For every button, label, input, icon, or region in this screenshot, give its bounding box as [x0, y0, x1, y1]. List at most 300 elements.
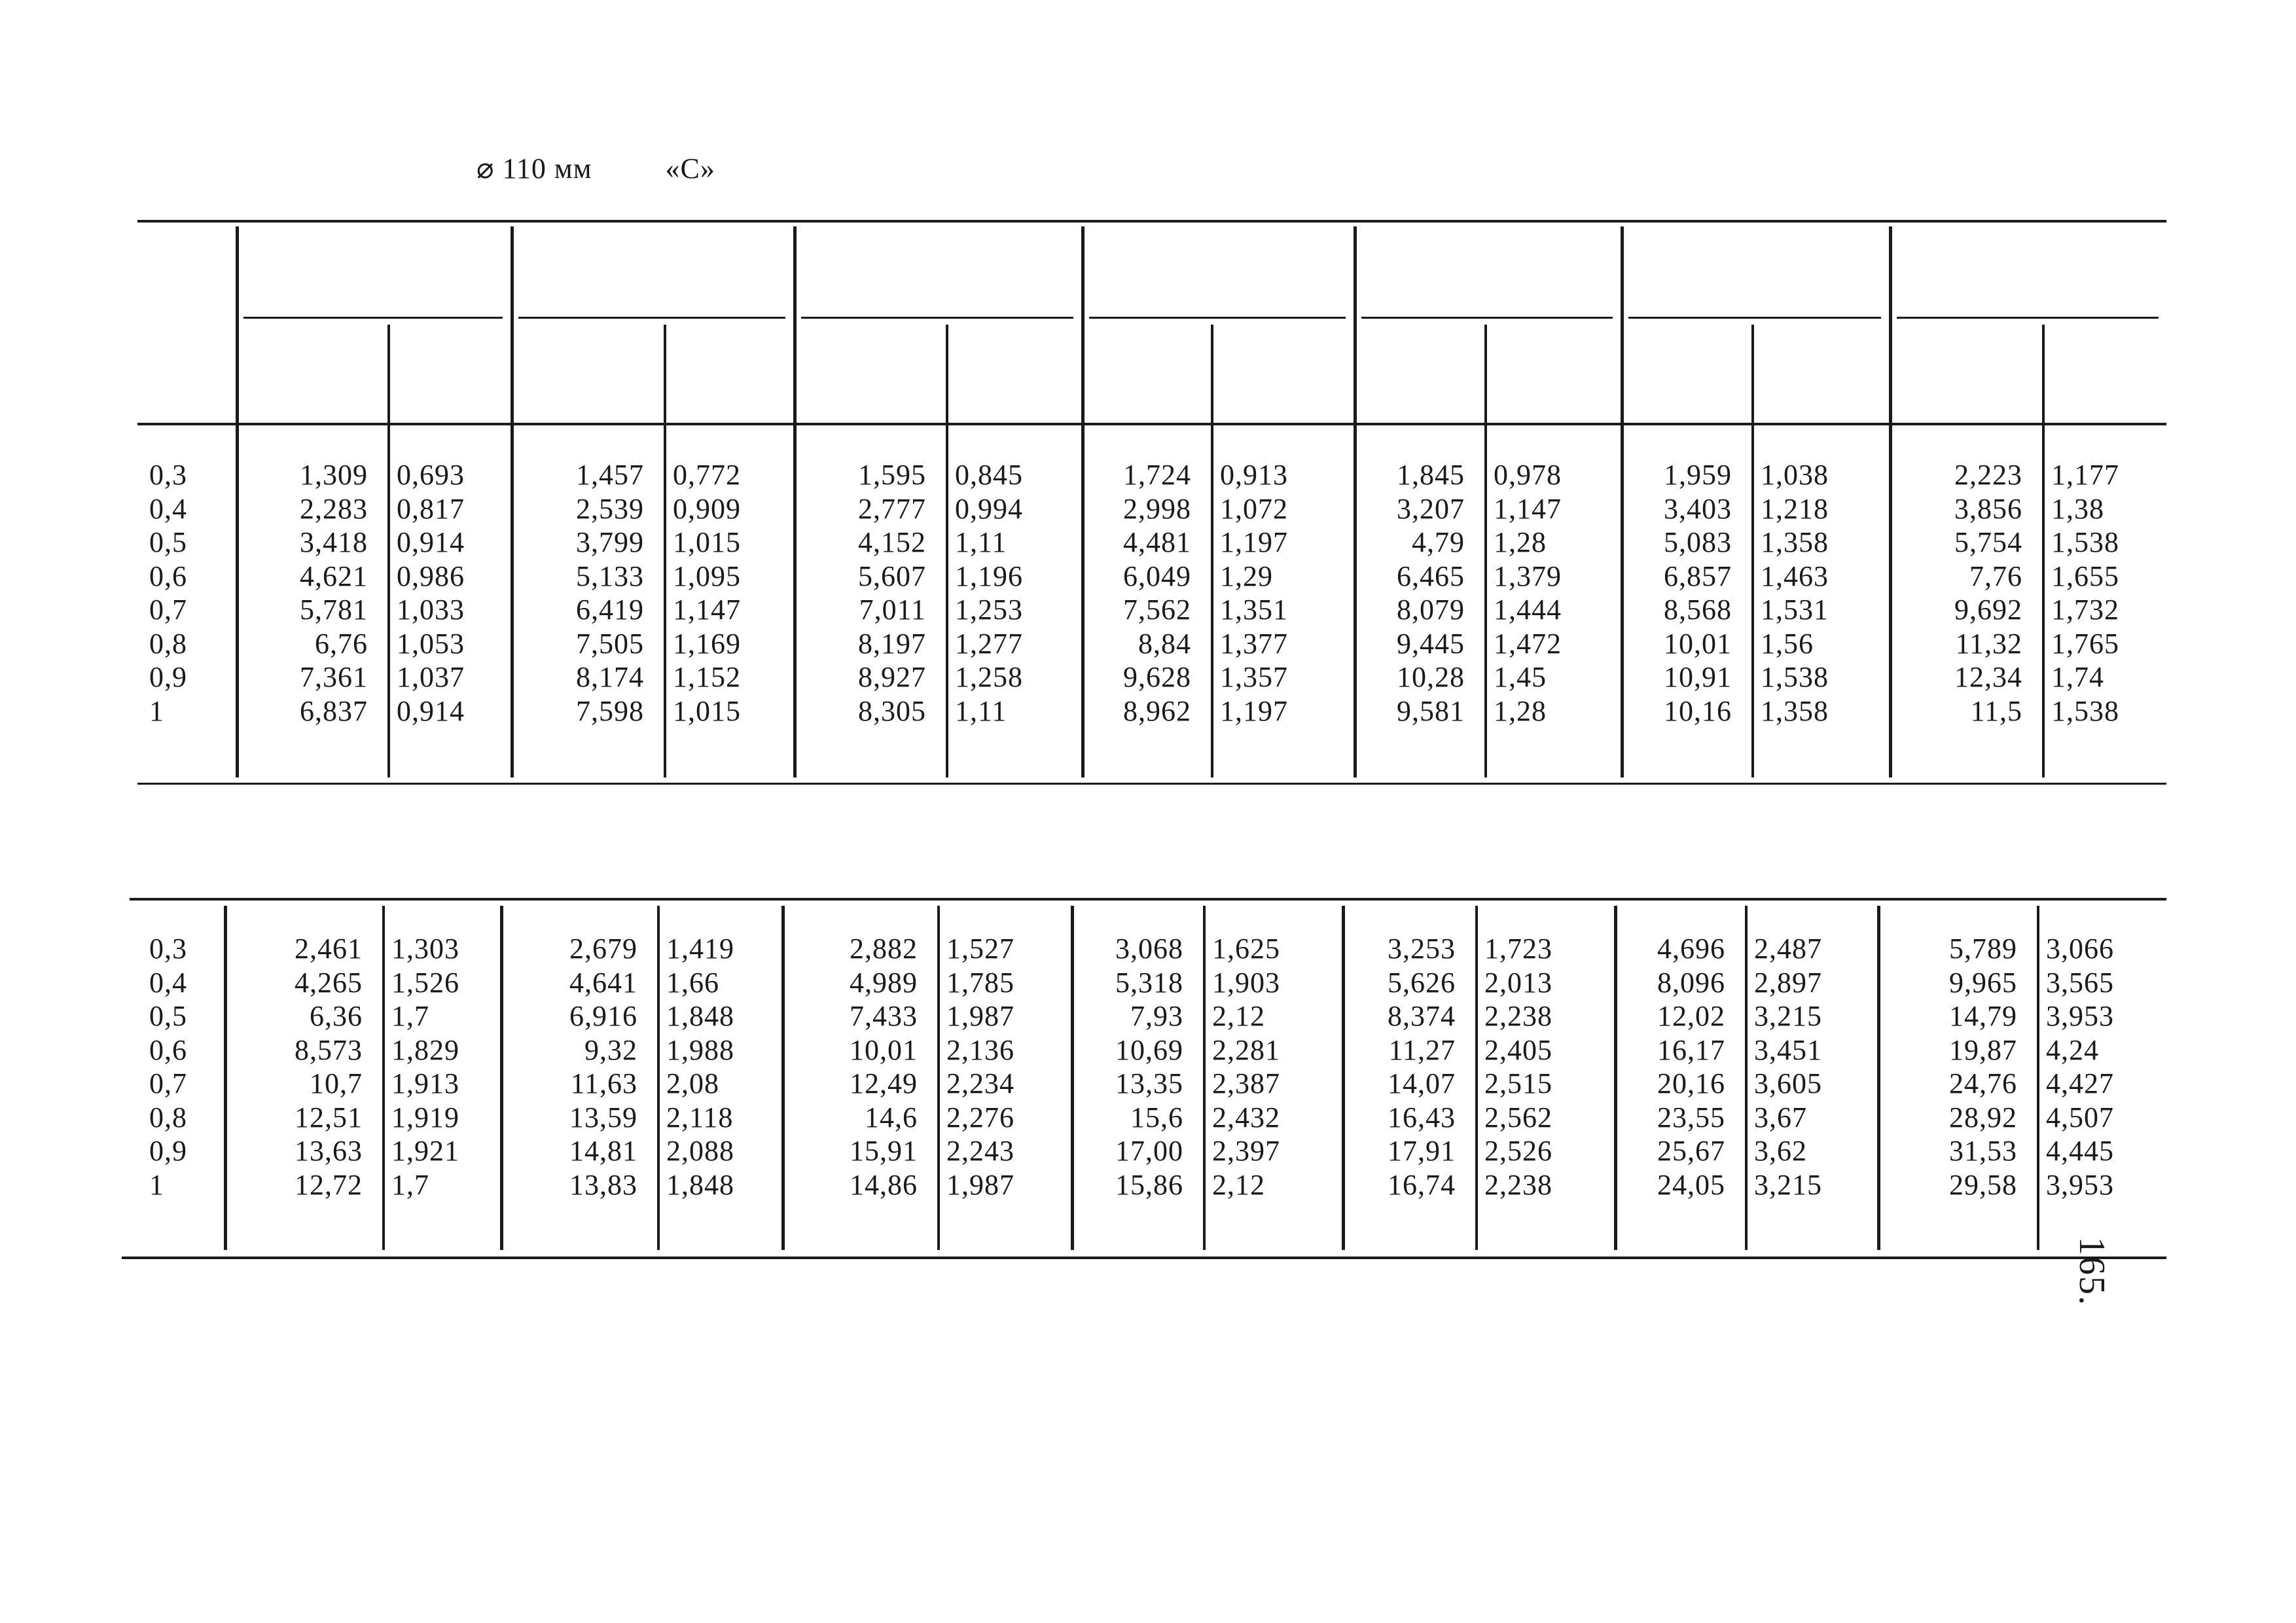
- hd-cell: 1: [149, 694, 164, 727]
- q-cell: 9,965: [1949, 966, 2017, 999]
- q-cell: 10,28: [1397, 661, 1465, 693]
- q-cell: 8,568: [1664, 594, 1732, 626]
- v-cell: 3,953: [2046, 1000, 2114, 1032]
- v-cell: 0,817: [397, 492, 465, 525]
- hd-cell: 0,9: [149, 1135, 187, 1167]
- q-cell: 3,799: [576, 526, 644, 558]
- v-cell: 1,921: [391, 1135, 459, 1167]
- q-cell: 4,79: [1412, 526, 1465, 558]
- q-cell: 2,223: [1954, 459, 2022, 491]
- slope-underline: [518, 317, 785, 319]
- hd-cell: 0,6: [149, 560, 187, 592]
- q-cell: 3,856: [1954, 492, 2022, 525]
- q-cell: 15,6: [1130, 1101, 1183, 1133]
- q-cell: 10,91: [1664, 661, 1732, 693]
- hd-cell: 0,7: [149, 1067, 187, 1099]
- v-cell: 1,829: [391, 1033, 459, 1066]
- q-cell: 24,05: [1657, 1168, 1725, 1201]
- q-cell: 6,76: [315, 627, 368, 660]
- qv-divider: [382, 906, 385, 1250]
- v-cell: 1,74: [2051, 661, 2104, 693]
- q-cell: 7,011: [859, 594, 926, 626]
- v-cell: 1,177: [2051, 459, 2119, 491]
- v-cell: 1,197: [1220, 694, 1288, 727]
- q-cell: 15,86: [1115, 1168, 1183, 1201]
- q-cell: 10,7: [310, 1067, 363, 1099]
- v-cell: 0,913: [1220, 459, 1288, 491]
- q-values-column: [1877, 932, 2017, 1202]
- v-cell: 1,379: [1494, 560, 1562, 592]
- v-cell: 1,527: [946, 933, 1014, 965]
- v-cell: 1,913: [391, 1067, 459, 1099]
- q-cell: 6,049: [1123, 560, 1191, 592]
- q-cell: 15,91: [850, 1135, 918, 1167]
- v-cell: 1,358: [1761, 694, 1829, 727]
- v-cell: 0,909: [673, 492, 741, 525]
- q-cell: 8,962: [1123, 694, 1191, 727]
- q-cell: 16,74: [1388, 1168, 1456, 1201]
- q-cell: 8,174: [576, 661, 644, 693]
- v-cell: 1,11: [955, 526, 1007, 558]
- v-cell: 2,08: [666, 1067, 719, 1099]
- q-values-column: [1071, 932, 1183, 1202]
- q-cell: 6,465: [1397, 560, 1465, 592]
- qv-divider: [1751, 325, 1754, 777]
- q-cell: 9,581: [1397, 694, 1465, 727]
- q-values-column: [511, 458, 644, 728]
- q-cell: 8,84: [1138, 627, 1191, 660]
- hd-cell: 1: [149, 1168, 164, 1201]
- qv-divider: [1484, 325, 1487, 777]
- v-cell: 1,472: [1494, 627, 1562, 660]
- q-cell: 6,419: [576, 594, 644, 626]
- v-cell: 1,848: [666, 1168, 734, 1201]
- v-cell: 1,015: [673, 526, 741, 558]
- v-cell: 1,765: [2051, 627, 2119, 660]
- q-cell: 1,595: [858, 459, 926, 491]
- v-cell: 2,276: [946, 1101, 1014, 1133]
- v-cell: 1,351: [1220, 594, 1288, 626]
- q-cell: 8,573: [295, 1033, 363, 1066]
- pipe-series: «С»: [665, 152, 715, 185]
- v-cell: 1,357: [1220, 661, 1288, 693]
- v-cell: 0,693: [397, 459, 465, 491]
- v-values-column: [2051, 458, 2119, 728]
- v-cell: 1,11: [955, 694, 1007, 727]
- q-cell: 2,539: [576, 492, 644, 525]
- v-cell: 1,531: [1761, 594, 1829, 626]
- v-cell: 1,7: [391, 1000, 429, 1032]
- v-cell: 4,445: [2046, 1135, 2114, 1167]
- q-cell: 2,777: [858, 492, 926, 525]
- q-values-column: [1614, 932, 1725, 1202]
- q-cell: 13,63: [295, 1135, 363, 1167]
- v-cell: 1,218: [1761, 492, 1829, 525]
- v-values-column: [1494, 458, 1562, 728]
- q-cell: 2,998: [1123, 492, 1191, 525]
- v-cell: 1,28: [1494, 526, 1547, 558]
- qv-divider: [657, 906, 660, 1250]
- q-cell: 7,598: [576, 694, 644, 727]
- q-cell: 5,781: [300, 594, 368, 626]
- q-cell: 8,305: [858, 694, 926, 727]
- v-cell: 2,238: [1484, 1000, 1552, 1032]
- q-cell: 5,318: [1115, 966, 1183, 999]
- v-cell: 1,28: [1494, 694, 1547, 727]
- q-cell: 3,068: [1115, 933, 1183, 965]
- rule-header-bottom: [137, 423, 2166, 425]
- q-cell: 9,32: [584, 1033, 637, 1066]
- qv-divider: [2042, 325, 2045, 777]
- v-cell: 1,38: [2051, 492, 2104, 525]
- v-values-column: [1761, 458, 1829, 728]
- v-cell: 3,066: [2046, 933, 2114, 965]
- q-cell: 7,76: [1969, 560, 2022, 592]
- q-cell: 3,253: [1388, 933, 1456, 965]
- v-values-column: [1754, 932, 1822, 1202]
- v-cell: 2,281: [1212, 1033, 1280, 1066]
- v-cell: 2,487: [1754, 933, 1822, 965]
- q-cell: 13,59: [569, 1101, 637, 1133]
- q-cell: 8,079: [1397, 594, 1465, 626]
- v-cell: 1,419: [666, 933, 734, 965]
- hd-cell: 0,5: [149, 1000, 187, 1032]
- hd-cell: 0,5: [149, 526, 187, 558]
- q-cell: 12,49: [850, 1067, 918, 1099]
- slope-underline: [1089, 317, 1346, 319]
- q-cell: 12,34: [1954, 661, 2022, 693]
- q-cell: 7,562: [1123, 594, 1191, 626]
- v-values-column: [666, 932, 734, 1202]
- v-cell: 2,088: [666, 1135, 734, 1167]
- q-cell: 8,927: [858, 661, 926, 693]
- v-cell: 1,29: [1220, 560, 1273, 592]
- v-cell: 1,463: [1761, 560, 1829, 592]
- q-cell: 7,361: [300, 661, 368, 693]
- q-cell: 5,626: [1388, 966, 1456, 999]
- v-cell: 1,196: [955, 560, 1023, 592]
- pipe-diameter: ⌀ 110 мм: [476, 152, 592, 185]
- q-cell: 12,51: [295, 1101, 363, 1133]
- v-values-column: [946, 932, 1014, 1202]
- q-cell: 6,837: [300, 694, 368, 727]
- v-cell: 3,215: [1754, 1168, 1822, 1201]
- v-cell: 0,994: [955, 492, 1023, 525]
- v-values-column: [955, 458, 1023, 728]
- q-cell: 7,505: [576, 627, 644, 660]
- v-cell: 1,253: [955, 594, 1023, 626]
- v-cell: 1,7: [391, 1168, 429, 1201]
- slope-underline: [1897, 317, 2159, 319]
- q-values-column: [236, 458, 368, 728]
- v-cell: 2,234: [946, 1067, 1014, 1099]
- v-cell: 1,038: [1761, 459, 1829, 491]
- qv-divider: [1745, 906, 1748, 1250]
- page-number: 165.: [2072, 1237, 2112, 1306]
- qv-divider: [2037, 906, 2039, 1250]
- v-cell: 4,24: [2046, 1033, 2099, 1066]
- q-cell: 20,16: [1657, 1067, 1725, 1099]
- q-cell: 17,00: [1115, 1135, 1183, 1167]
- v-cell: 1,66: [666, 966, 719, 999]
- q-cell: 9,628: [1123, 661, 1191, 693]
- v-cell: 1,152: [673, 661, 741, 693]
- q-values-column: [781, 932, 918, 1202]
- v-cell: 2,526: [1484, 1135, 1552, 1167]
- v-cell: 2,387: [1212, 1067, 1280, 1099]
- v-cell: 1,258: [955, 661, 1023, 693]
- v-cell: 1,987: [946, 1168, 1014, 1201]
- q-cell: 14,86: [850, 1168, 918, 1201]
- q-values-column: [1621, 458, 1732, 728]
- q-cell: 5,083: [1664, 526, 1732, 558]
- v-cell: 2,136: [946, 1033, 1014, 1066]
- hd-cell: 0,4: [149, 492, 187, 525]
- hd-cell: 0,8: [149, 1101, 187, 1133]
- q-cell: 10,01: [1664, 627, 1732, 660]
- v-cell: 2,515: [1484, 1067, 1552, 1099]
- v-cell: 3,62: [1754, 1135, 1807, 1167]
- slope-underline: [243, 317, 503, 319]
- hd-cell: 0,8: [149, 627, 187, 660]
- v-cell: 1,732: [2051, 594, 2119, 626]
- slope-underline: [801, 317, 1073, 319]
- v-cell: 3,67: [1754, 1101, 1807, 1133]
- q-cell: 16,17: [1657, 1033, 1725, 1066]
- qv-divider: [1203, 906, 1206, 1250]
- q-cell: 31,53: [1949, 1135, 2017, 1167]
- v-values-column: [397, 458, 465, 728]
- v-cell: 2,243: [946, 1135, 1014, 1167]
- v-values-column: [673, 458, 741, 728]
- q-cell: 8,096: [1657, 966, 1725, 999]
- q-cell: 10,16: [1664, 694, 1732, 727]
- v-cell: 1,095: [673, 560, 741, 592]
- q-values-column: [1342, 932, 1456, 1202]
- v-values-column: [391, 932, 459, 1202]
- q-cell: 2,679: [569, 933, 637, 965]
- q-cell: 12,02: [1657, 1000, 1725, 1032]
- v-cell: 1,987: [946, 1000, 1014, 1032]
- q-cell: 3,418: [300, 526, 368, 558]
- v-cell: 1,723: [1484, 933, 1552, 965]
- rule-bottom: [122, 1257, 2166, 1259]
- v-cell: 1,147: [1494, 492, 1562, 525]
- q-cell: 4,641: [569, 966, 637, 999]
- v-cell: 2,013: [1484, 966, 1552, 999]
- v-cell: 1,037: [397, 661, 465, 693]
- q-cell: 14,79: [1949, 1000, 2017, 1032]
- q-cell: 4,481: [1123, 526, 1191, 558]
- q-cell: 2,283: [300, 492, 368, 525]
- q-cell: 19,87: [1949, 1033, 2017, 1066]
- q-cell: 17,91: [1388, 1135, 1456, 1167]
- q-cell: 29,58: [1949, 1168, 2017, 1201]
- q-cell: 2,461: [295, 933, 363, 965]
- qv-divider: [946, 325, 948, 777]
- q-cell: 1,457: [576, 459, 644, 491]
- qv-divider: [937, 906, 940, 1250]
- v-cell: 1,147: [673, 594, 741, 626]
- v-cell: 0,914: [397, 694, 465, 727]
- v-cell: 0,978: [1494, 459, 1562, 491]
- v-cell: 1,988: [666, 1033, 734, 1066]
- v-cell: 3,451: [1754, 1033, 1822, 1066]
- v-cell: 1,45: [1494, 661, 1547, 693]
- v-cell: 4,507: [2046, 1101, 2114, 1133]
- v-cell: 2,432: [1212, 1101, 1280, 1133]
- q-cell: 3,403: [1664, 492, 1732, 525]
- v-cell: 3,565: [2046, 966, 2114, 999]
- v-cell: 1,072: [1220, 492, 1288, 525]
- hd-cell: 0,4: [149, 966, 187, 999]
- q-cell: 4,265: [295, 966, 363, 999]
- q-cell: 2,882: [850, 933, 918, 965]
- v-cell: 2,12: [1212, 1168, 1265, 1201]
- rule-top: [137, 220, 2166, 223]
- q-cell: 1,309: [300, 459, 368, 491]
- q-cell: 4,621: [300, 560, 368, 592]
- q-cell: 8,197: [858, 627, 926, 660]
- q-values-column: [224, 932, 363, 1202]
- q-values-column: [793, 458, 926, 728]
- qv-divider: [387, 325, 390, 777]
- hd-cell: 0,6: [149, 1033, 187, 1066]
- q-cell: 14,07: [1388, 1067, 1456, 1099]
- v-cell: 1,197: [1220, 526, 1288, 558]
- q-cell: 9,692: [1954, 594, 2022, 626]
- q-cell: 24,76: [1949, 1067, 2017, 1099]
- v-cell: 1,277: [955, 627, 1023, 660]
- q-cell: 5,789: [1949, 933, 2017, 965]
- hd-values-column: [149, 458, 187, 728]
- v-cell: 1,358: [1761, 526, 1829, 558]
- rule-header-bottom: [130, 898, 2166, 901]
- v-cell: 1,053: [397, 627, 465, 660]
- v-cell: 3,953: [2046, 1168, 2114, 1201]
- q-cell: 5,133: [576, 560, 644, 592]
- q-cell: 6,857: [1664, 560, 1732, 592]
- v-cell: 1,526: [391, 966, 459, 999]
- q-cell: 14,81: [569, 1135, 637, 1167]
- q-cell: 4,696: [1657, 933, 1725, 965]
- q-cell: 1,845: [1397, 459, 1465, 491]
- q-cell: 7,93: [1130, 1000, 1183, 1032]
- q-cell: 9,445: [1397, 627, 1465, 660]
- qv-divider: [664, 325, 666, 777]
- q-cell: 16,43: [1388, 1101, 1456, 1133]
- v-cell: 1,033: [397, 594, 465, 626]
- v-cell: 0,845: [955, 459, 1023, 491]
- v-cell: 2,238: [1484, 1168, 1552, 1201]
- q-cell: 12,72: [295, 1168, 363, 1201]
- slope-underline: [1628, 317, 1881, 319]
- v-cell: 2,562: [1484, 1101, 1552, 1133]
- q-cell: 14,6: [865, 1101, 918, 1133]
- q-cell: 4,152: [858, 526, 926, 558]
- v-values-column: [2046, 932, 2114, 1202]
- q-cell: 1,959: [1664, 459, 1732, 491]
- v-cell: 0,772: [673, 459, 741, 491]
- v-cell: 1,538: [2051, 694, 2119, 727]
- q-cell: 11,32: [1955, 627, 2022, 660]
- q-values-column: [500, 932, 637, 1202]
- v-cell: 2,405: [1484, 1033, 1552, 1066]
- v-cell: 2,118: [666, 1101, 734, 1133]
- v-cell: 0,914: [397, 526, 465, 558]
- q-cell: 28,92: [1949, 1101, 2017, 1133]
- v-cell: 1,919: [391, 1101, 459, 1133]
- q-cell: 1,724: [1123, 459, 1191, 491]
- qv-divider: [1475, 906, 1478, 1250]
- q-cell: 5,607: [858, 560, 926, 592]
- q-cell: 25,67: [1657, 1135, 1725, 1167]
- hd-cell: 0,3: [149, 933, 187, 965]
- q-values-column: [1081, 458, 1191, 728]
- qv-divider: [1211, 325, 1213, 777]
- v-cell: 1,625: [1212, 933, 1280, 965]
- v-cell: 1,538: [1761, 661, 1829, 693]
- q-cell: 10,01: [850, 1033, 918, 1066]
- v-cell: 1,848: [666, 1000, 734, 1032]
- q-cell: 3,207: [1397, 492, 1465, 525]
- v-cell: 1,377: [1220, 627, 1288, 660]
- v-values-column: [1484, 932, 1552, 1202]
- q-cell: 5,754: [1954, 526, 2022, 558]
- q-values-column: [1889, 458, 2022, 728]
- v-cell: 2,897: [1754, 966, 1822, 999]
- v-cell: 2,12: [1212, 1000, 1265, 1032]
- v-values-column: [1212, 932, 1280, 1202]
- q-cell: 23,55: [1657, 1101, 1725, 1133]
- q-cell: 4,989: [850, 966, 918, 999]
- q-cell: 11,63: [570, 1067, 637, 1099]
- q-cell: 13,83: [569, 1168, 637, 1201]
- hd-values-column: [149, 932, 187, 1202]
- v-cell: 0,986: [397, 560, 465, 592]
- v-cell: 1,444: [1494, 594, 1562, 626]
- hd-cell: 0,9: [149, 661, 187, 693]
- q-cell: 11,5: [1970, 694, 2022, 727]
- hd-cell: 0,7: [149, 594, 187, 626]
- q-cell: 7,433: [850, 1000, 918, 1032]
- v-cell: 1,56: [1761, 627, 1814, 660]
- table-caption: [476, 152, 781, 185]
- v-cell: 1,655: [2051, 560, 2119, 592]
- q-cell: 13,35: [1115, 1067, 1183, 1099]
- v-cell: 1,303: [391, 933, 459, 965]
- v-cell: 1,785: [946, 966, 1014, 999]
- v-cell: 1,169: [673, 627, 741, 660]
- q-cell: 6,916: [569, 1000, 637, 1032]
- v-values-column: [1220, 458, 1288, 728]
- v-cell: 3,605: [1754, 1067, 1822, 1099]
- rule-bottom: [137, 783, 2166, 785]
- q-cell: 8,374: [1388, 1000, 1456, 1032]
- q-cell: 11,27: [1388, 1033, 1456, 1066]
- v-cell: 4,427: [2046, 1067, 2114, 1099]
- hd-cell: 0,3: [149, 459, 187, 491]
- q-values-column: [1354, 458, 1465, 728]
- v-cell: 1,538: [2051, 526, 2119, 558]
- v-cell: 2,397: [1212, 1135, 1280, 1167]
- q-cell: 6,36: [310, 1000, 363, 1032]
- slope-underline: [1361, 317, 1613, 319]
- q-cell: 10,69: [1115, 1033, 1183, 1066]
- v-cell: 1,903: [1212, 966, 1280, 999]
- v-cell: 1,015: [673, 694, 741, 727]
- v-cell: 3,215: [1754, 1000, 1822, 1032]
